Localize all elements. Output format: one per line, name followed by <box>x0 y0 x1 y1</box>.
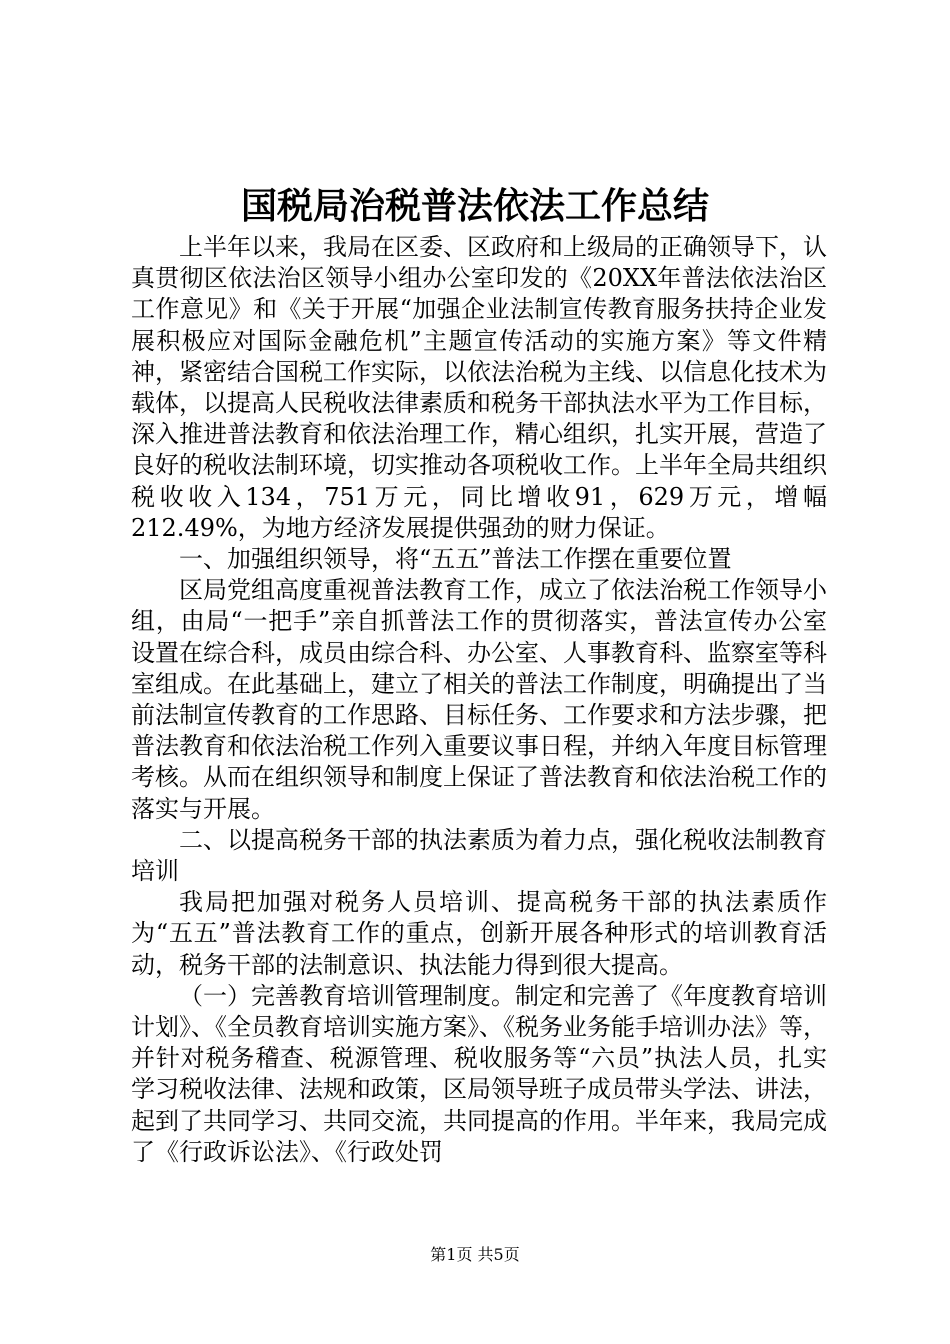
section-heading-1: 一、加强组织领导，将“五五”普法工作摆在重要位置 <box>179 545 732 574</box>
document-body <box>131 232 827 1168</box>
document-title: 国税局治税普法依法工作总结 <box>240 185 709 227</box>
page-number-footer: 第1页 共5页 <box>430 1245 520 1264</box>
subsection-1-paragraph: （一）完善教育培训管理制度。制定和完善了《年度教育培训计划》、《全员教育培训实施方案》、《税务业务能手培训办法》等，并针对税务稽查、税源管理、税收服务等“六员”执法人员，扎实学习税收法律、法规和政策，区局领导班子成员带头学法、讲法，起到了共同学习、共同交流，共同提高的作用。半年来，我局完成了《行政诉讼法》、《行政处罚 <box>131 981 827 1166</box>
section-heading-2: 二、以提高税务干部的执法素质为着力点，强化税收法制教育培训 <box>131 825 827 886</box>
section-2-paragraph: 我局把加强对税务人员培训、提高税务干部的执法素质作为“五五”普法教育工作的重点，创新开展各种形式的培训教育活动，税务干部的法制意识、执法能力得到很大提高。 <box>131 888 827 979</box>
section-1-paragraph: 区局党组高度重视普法教育工作，成立了依法治税工作领导小组，由局“一把手”亲自抓普法工作的贯彻落实，普法宣传办公室设置在综合科，成员由综合科、办公室、人事教育科、监察室等科室组成。在此基础上，建立了相关的普法工作制度，明确提出了当前法制宣传教育的工作思路、目标任务、工作要求和方法步骤，把普法教育和依法治税工作列入重要议事日程，并纳入年度目标管理考核。从而在组织领导和制度上保证了普法教育和依法治税工作的落实与开展。 <box>131 576 827 823</box>
intro-paragraph: 上半年以来，我局在区委、区政府和上级局的正确领导下，认真贯彻区依法治区领导小组办公室印发的《20XX年普法依法治区工作意见》和《关于开展“加强企业法制宣传教育服务扶持企业发展积极应对国际金融危机”主题宣传活动的实施方案》等文件精神，紧密结合国税工作实际，以依法治税为主线、以信息化技术为载体，以提高人民税收法律素质和税务干部执法水平为工作目标，深入推进普法教育和依法治理工作，精心组织，扎实开展，营造了良好的税收法制环境，切实推动各项税收工作。上半年全局共组织税收收入134，751万元，同比增收91，629万元，增幅212.49%，为地方经济发展提供强劲的财力保证。 <box>131 233 827 542</box>
